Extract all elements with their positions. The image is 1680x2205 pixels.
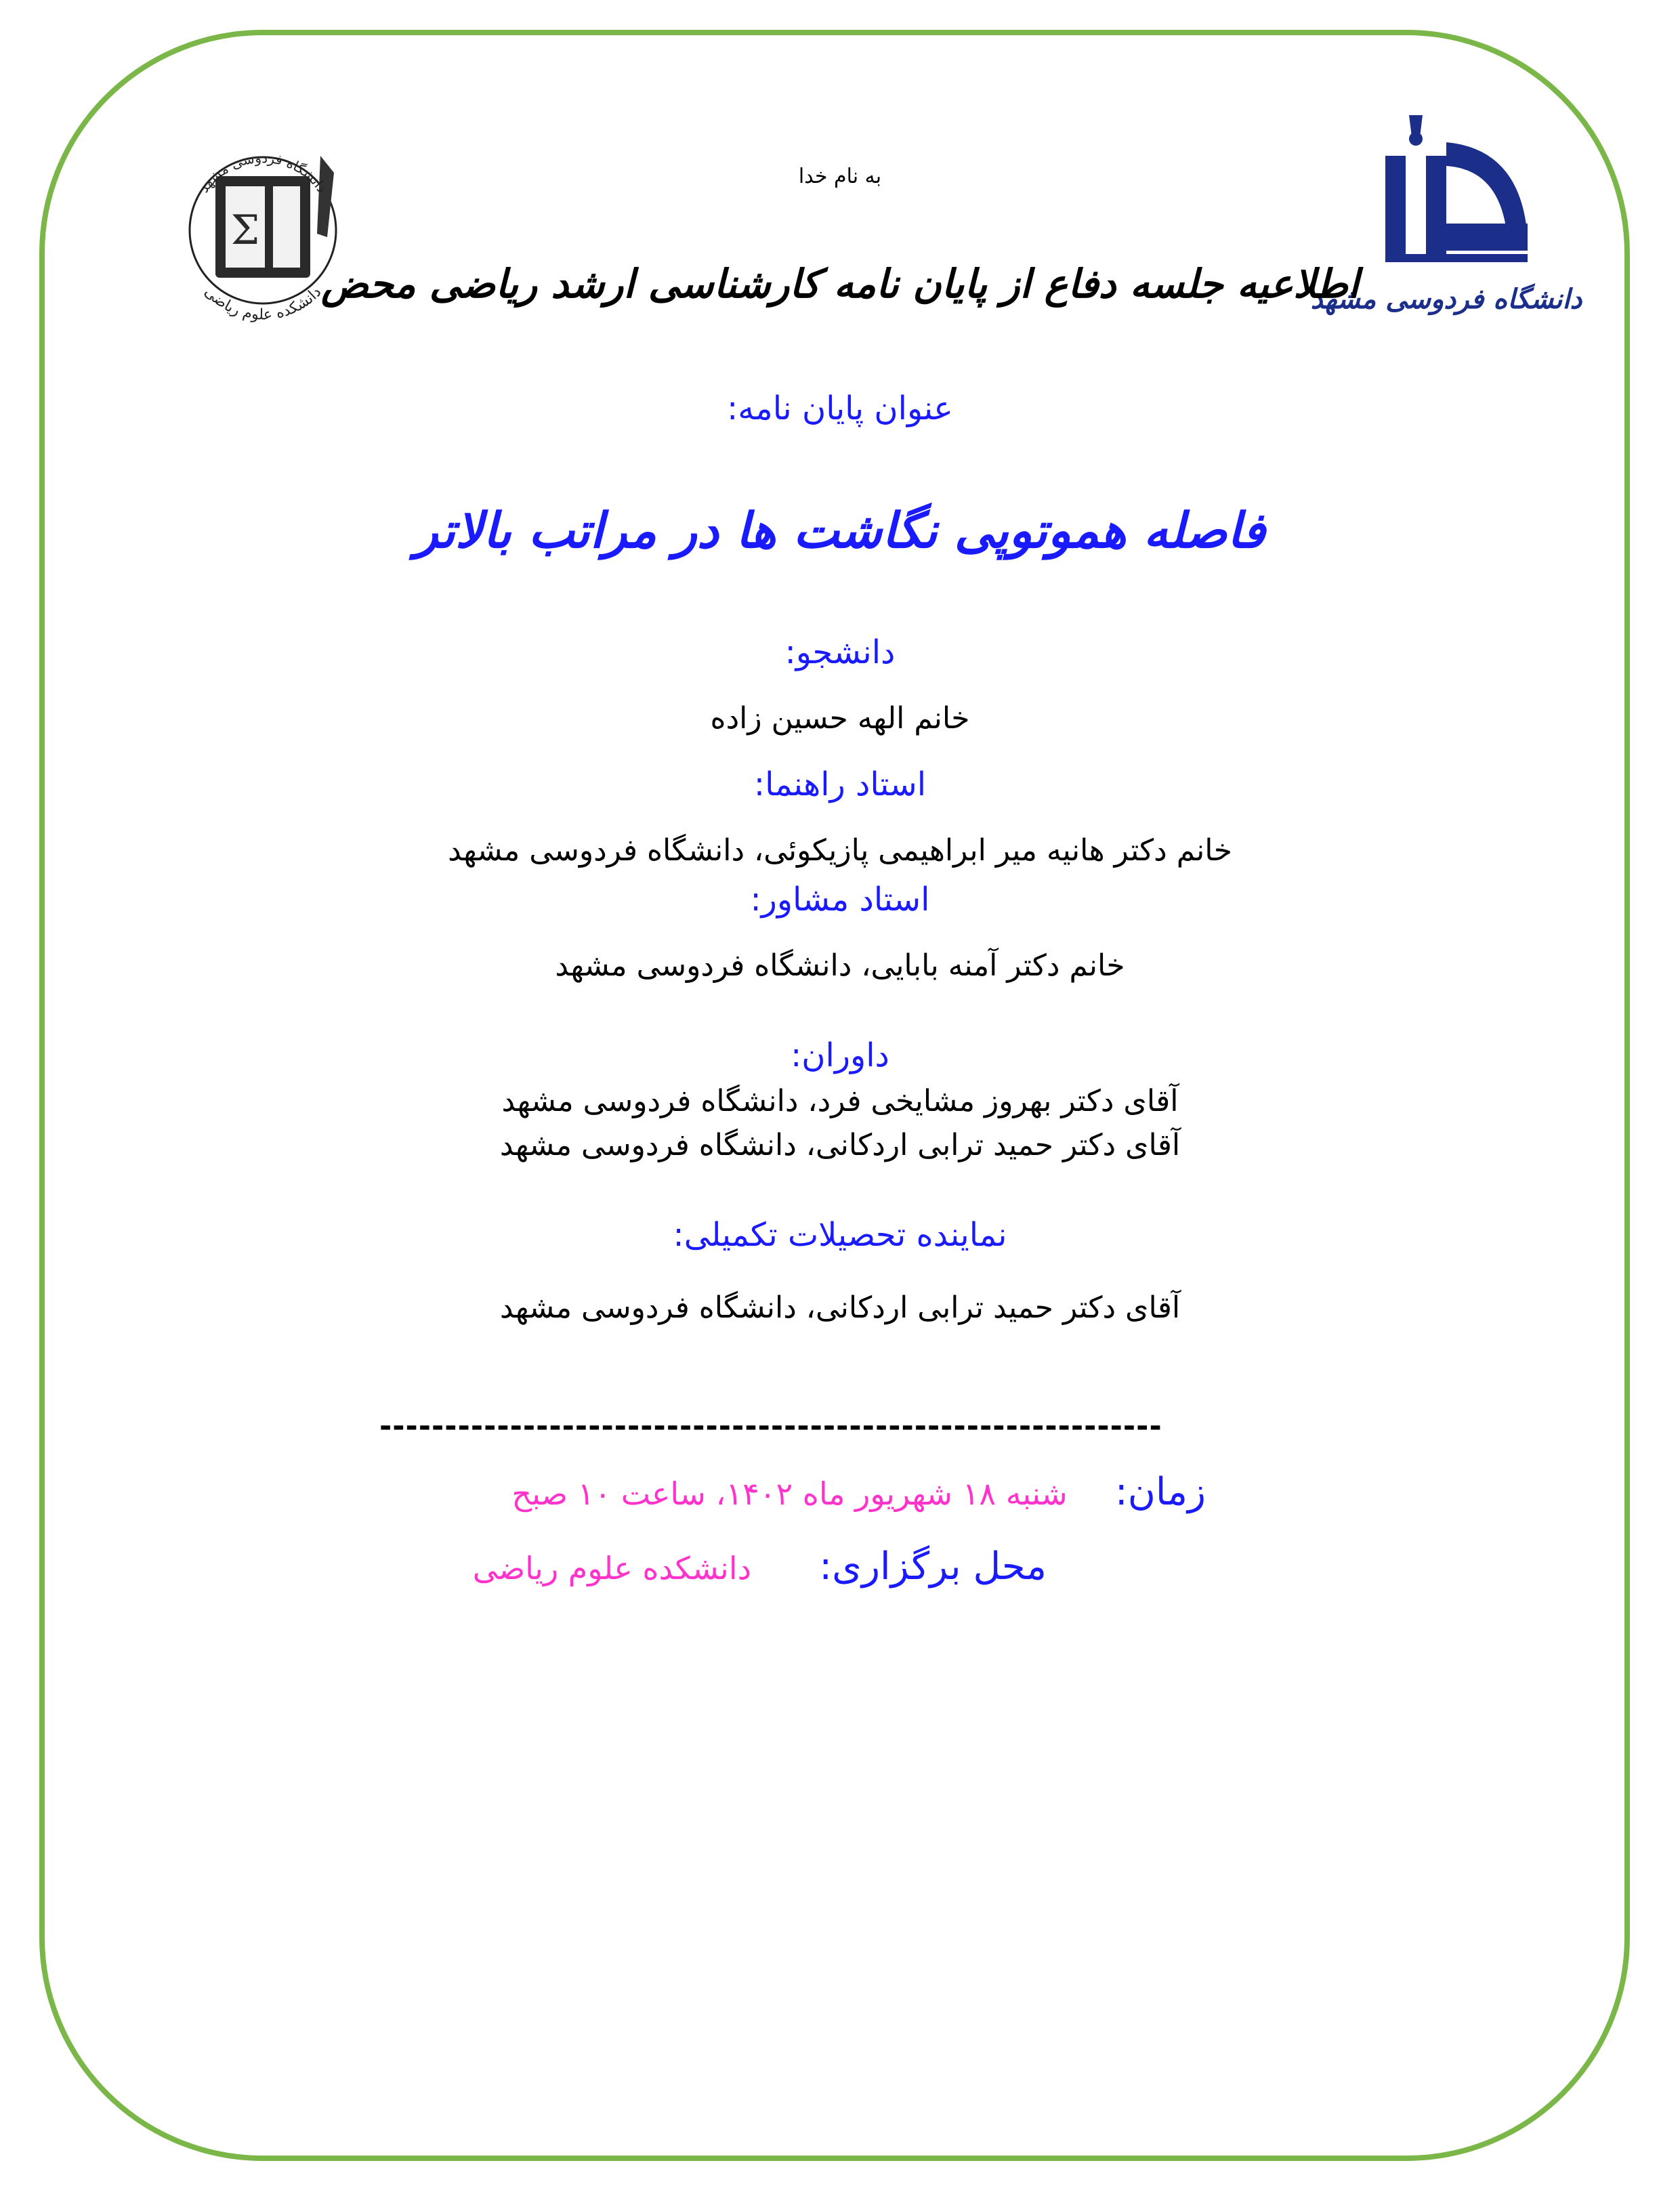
supervisor-name: خانم دکتر هانیه میر ابراهیمی پازیکوئی، دانشگاه فردوسی مشهد [448, 833, 1232, 868]
place-label: محل برگزاری: [819, 1545, 1047, 1589]
place-value: دانشکده علوم ریاضی [472, 1550, 752, 1587]
student-name: خانم الهه حسین زاده [710, 701, 970, 736]
time-row [511, 1470, 1206, 1514]
divider: ------------------------------------------------------------ [379, 1409, 1162, 1444]
referee-name: آقای دکتر بهروز مشایخی فرد، دانشگاه فردوسی مشهد [501, 1084, 1179, 1118]
advisor-name: خانم دکتر آمنه بابایی، دانشگاه فردوسی مشهد [555, 948, 1125, 983]
thesis-title: فاصله هموتوپی نگاشت ها در مراتب بالاتر [415, 501, 1265, 559]
faculty-logo-caption: دانشکده علوم ریاضی [201, 283, 325, 324]
advisor-label: استاد مشاور: [750, 881, 930, 919]
referees-label: داوران: [791, 1036, 889, 1074]
supervisor-label: استاد راهنما: [753, 765, 927, 803]
ring-text: دانشگاه فردوسی مشهد [195, 149, 331, 196]
referee-name: آقای دکتر حمید ترابی اردکانی، دانشگاه فردوسی مشهد [499, 1128, 1181, 1162]
svg-text:Σ: Σ [230, 207, 260, 254]
grad-rep-label: نماینده تحصیلات تکمیلی: [673, 1216, 1007, 1254]
time-value: شنبه ۱۸ شهریور ماه ۱۴۰۲، ساعت ۱۰ صبح [511, 1475, 1068, 1512]
place-row [473, 1545, 1047, 1589]
university-logo-caption: دانشگاه فردوسی مشهد [1310, 283, 1582, 315]
page-title: اطلاعیه جلسه دفاع از پایان نامه کارشناسی ارشد ریاضی محض [320, 261, 1359, 307]
bismillah: به نام خدا [798, 165, 882, 188]
student-label: دانشجو: [784, 633, 896, 671]
faculty-logo [168, 102, 358, 359]
time-label: زمان: [1114, 1470, 1206, 1514]
university-logo [1310, 102, 1582, 345]
thesis-label: عنوان پایان نامه: [727, 390, 953, 427]
grad-rep-name: آقای دکتر حمید ترابی اردکانی، دانشگاه فردوسی مشهد [499, 1290, 1181, 1325]
